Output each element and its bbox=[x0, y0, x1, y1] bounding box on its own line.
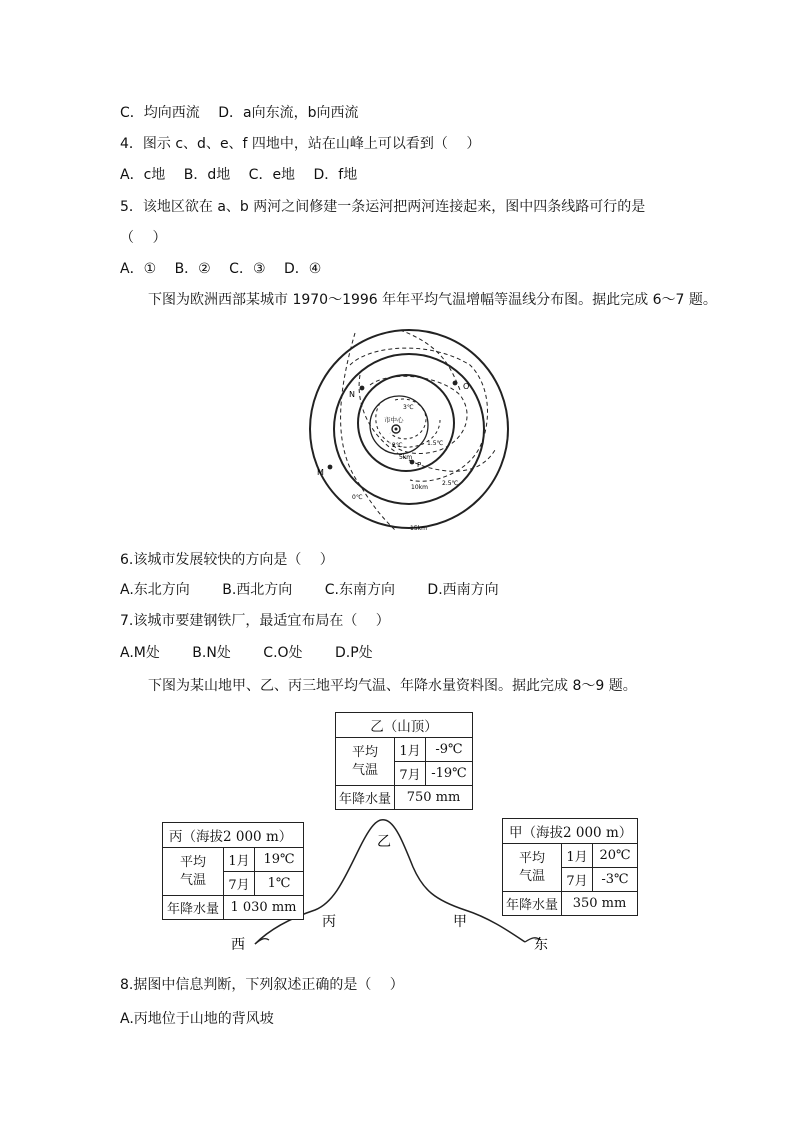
point-n-label: N bbox=[349, 390, 355, 399]
summit-jan-label: 1月 bbox=[395, 738, 426, 762]
summit-jan-value: -9℃ bbox=[426, 738, 473, 762]
west-jul-value: 1℃ bbox=[255, 872, 304, 896]
q3-options-cd: C．均向西流 D．a向东流，b向西流 bbox=[120, 105, 359, 121]
isotherm-2-5-label: 2.5℃ bbox=[442, 480, 459, 487]
point-n-marker bbox=[360, 386, 365, 391]
east-precip-label: 年降水量 bbox=[503, 892, 562, 916]
q4-stem: 4．图示 c、d、e、f 四地中，站在山峰上可以看到（ ） bbox=[120, 136, 481, 152]
east-temp-label: 平均 气温 bbox=[503, 844, 562, 892]
east-slope-label: 甲 bbox=[453, 914, 467, 930]
summit-jul-label: 7月 bbox=[395, 762, 426, 786]
q6-options: A.东北方向 B.西北方向 C.东南方向 D.西南方向 bbox=[120, 582, 499, 598]
peak-label: 乙 bbox=[377, 834, 391, 850]
summit-precip-label: 年降水量 bbox=[336, 786, 395, 810]
isotherm-map bbox=[300, 325, 514, 539]
q8-option-a: A.丙地位于山地的背风坡 bbox=[120, 1011, 274, 1027]
summit-temp-label: 平均 气温 bbox=[336, 738, 395, 786]
west-jan-label: 1月 bbox=[224, 848, 255, 872]
summit-climate-table bbox=[335, 712, 473, 810]
q6-stem: 6.该城市发展较快的方向是（ ） bbox=[120, 552, 334, 568]
summit-precip-value: 750 mm bbox=[395, 786, 473, 810]
distance-5km-label: 5km bbox=[399, 454, 413, 461]
isotherm-0-label: 0℃ bbox=[352, 494, 363, 501]
intro-6-7: 下图为欧洲西部某城市 1970～1996 年年平均气温增幅等温线分布图。据此完成 6～7 题。 bbox=[148, 292, 717, 308]
q5-paren: （ ） bbox=[120, 230, 167, 246]
q7-options: A.M处 B.N处 C.O处 D.P处 bbox=[120, 645, 373, 661]
east-climate-table bbox=[502, 818, 638, 916]
west-temp-label: 平均 气温 bbox=[163, 848, 224, 896]
west-title: 丙（海拔2 000 m） bbox=[163, 823, 304, 848]
point-o-label: O bbox=[463, 382, 470, 391]
east-title: 甲（海拔2 000 m） bbox=[503, 819, 638, 844]
distance-15km-label: 15km bbox=[410, 525, 427, 532]
west-climate-table bbox=[162, 822, 304, 920]
point-m-marker bbox=[328, 465, 333, 470]
point-m-label: M bbox=[317, 468, 324, 477]
east-jul-label: 7月 bbox=[562, 868, 593, 892]
east-direction-label: 东 bbox=[534, 937, 548, 953]
q4-options: A．c地 B．d地 C．e地 D．f地 bbox=[120, 167, 358, 183]
isotherm-3-label: 3℃ bbox=[403, 404, 414, 411]
city-center-label: 市中心 bbox=[384, 416, 404, 424]
west-jul-label: 7月 bbox=[224, 872, 255, 896]
q7-stem: 7.该城市要建钢铁厂，最适宜布局在（ ） bbox=[120, 613, 390, 629]
west-precip-value: 1 030 mm bbox=[224, 896, 304, 920]
distance-10km-label: 10km bbox=[411, 484, 428, 491]
summit-jul-value: -19℃ bbox=[426, 762, 473, 786]
summit-title: 乙（山顶） bbox=[336, 713, 473, 738]
isotherm-1-5-label: 1.5℃ bbox=[427, 440, 444, 447]
q8-stem: 8.据图中信息判断，下列叙述正确的是（ ） bbox=[120, 977, 404, 993]
east-jan-label: 1月 bbox=[562, 844, 593, 868]
west-jan-value: 19℃ bbox=[255, 848, 304, 872]
west-direction-label: 西 bbox=[231, 937, 245, 953]
east-precip-value: 350 mm bbox=[562, 892, 638, 916]
isotherm-2-label: 2℃ bbox=[392, 442, 403, 449]
east-jan-value: 20℃ bbox=[593, 844, 638, 868]
west-slope-label: 丙 bbox=[322, 914, 336, 930]
west-precip-label: 年降水量 bbox=[163, 896, 224, 920]
point-o-marker bbox=[453, 381, 458, 386]
q5-stem: 5．该地区欲在 a、b 两河之间修建一条运河把两河连接起来，图中四条线路可行的是 bbox=[120, 199, 646, 215]
q5-options: A．① B．② C．③ D．④ bbox=[120, 261, 322, 277]
east-jul-value: -3℃ bbox=[593, 868, 638, 892]
point-p-label: P bbox=[417, 461, 422, 469]
intro-8-9: 下图为某山地甲、乙、丙三地平均气温、年降水量资料图。据此完成 8～9 题。 bbox=[148, 678, 637, 694]
